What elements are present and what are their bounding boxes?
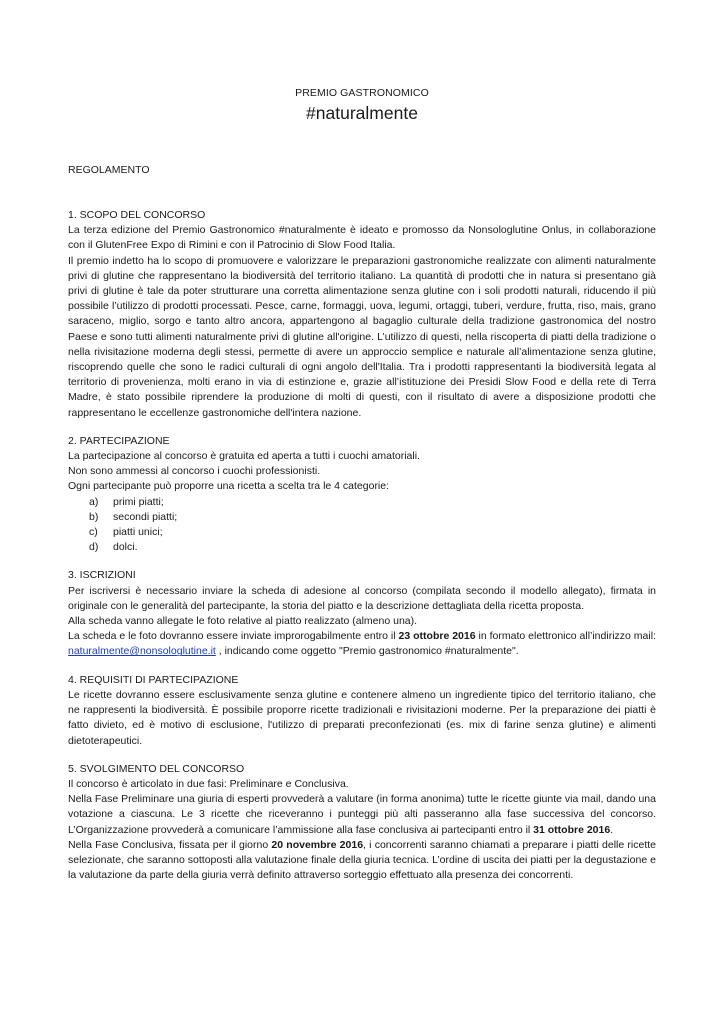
section-heading: 3. ISCRIZIONI — [68, 569, 136, 582]
section-requisiti — [68, 673, 656, 749]
deadline-date: 23 ottobre 2016 — [398, 630, 476, 643]
paragraph — [68, 629, 656, 659]
section-heading: 4. REQUISITI DI PARTECIPAZIONE — [68, 673, 239, 686]
section-svolgimento — [68, 762, 656, 884]
list-marker: a) — [89, 495, 99, 508]
text-run: Nella Fase Preliminare una giuria di esperti provvederà a valutare (in forma anonima) tutte le ricette giunte via mail, dando una votazione a ciascuna. Le 3 ricette che riceveranno i punteggi più alti passeranno alla fase successiva del concorso. L’Organizzazione provvederà a comunicare l’ammissione alla fase conclusiva ai partecipanti entro il — [68, 793, 656, 836]
paragraph: Le ricette dovranno essere esclusivamente senza glutine e contenere almeno un ingrediente tipico del territorio italiano, che ne rappresenti la biodiversità. È possibile proporre ricette tradizionali e rivisitazioni moderne. Per la preparazione dei piatti è fatto divieto, ed è motivo di esclusione, l'utilizzo di preparati preconfezionati (es. mix di farine senza glutine) e alimenti dietoterapeutici. — [68, 688, 656, 747]
text-run: . — [610, 823, 614, 836]
final-date: 20 novembre 2016 — [271, 838, 364, 851]
section-heading: 2. PARTECIPAZIONE — [68, 434, 170, 447]
list-marker: d) — [89, 541, 99, 554]
list-item-label: piatti unici; — [113, 526, 163, 539]
section-heading: 1. SCOPO DEL CONCORSO — [68, 209, 206, 221]
paragraph: Alla scheda vanno allegate le foto relative al piatto realizzato (almeno una). — [68, 615, 418, 628]
paragraph: Il concorso è articolato in due fasi: Preliminare e Conclusiva. — [68, 777, 349, 790]
paragraph: Non sono ammessi al concorso i cuochi professionisti. — [68, 465, 321, 478]
paragraph: Ogni partecipante può proporre una ricetta a scelta tra le 4 categorie: — [68, 480, 390, 493]
section-partecipazione — [68, 434, 656, 556]
category-list — [68, 495, 656, 556]
list-item — [89, 525, 656, 540]
text-run: , i concorrenti saranno chiamati a preparare i piatti delle ricette selezionate, che saranno sottoposti alla valutazione finale della giuria tecnica. L’ordine di uscita dei piatti per la degustazione e la valutazione da parte della giuria verrà definito attraverso sorteggio effettuato alla presenza dei concorrenti. — [68, 838, 657, 882]
paragraph: La partecipazione al concorso è gratuita ed aperta a tutti i cuochi amatoriali. — [68, 450, 420, 463]
list-marker: c) — [89, 526, 98, 539]
paragraph — [68, 792, 656, 838]
text-run: La scheda e le foto dovranno essere inviate improrogabilmente entro il — [68, 630, 399, 643]
list-item — [89, 495, 656, 510]
text-run: Nella Fase Conclusiva, fissata per il giorno — [68, 838, 272, 851]
regolamento-heading: REGOLAMENTO — [68, 164, 150, 176]
paragraph: Il premio indetto ha lo scopo di promuovere e valorizzare le preparazioni gastronomiche realizzate con alimenti naturalmente privi di glutine che rappresentano la biodiversità del territorio italiano. La quantità di prodotti che in natura si presentano già privi di glutine è tale da poter strutturare una corretta alimentazione senza glutine con i soli prodotti naturali, riducendo il più possibile l’utilizzo di prodotti processati. Pesce, carne, formaggi, uova, legumi, ortaggi, tuberi, verdure, frutta, riso, mais, grano saraceno, miglio, sorgo e tanto altro ancora, appartengono al bagaglio culturale della tradizione gastronomica del nostro Paese e sono tutti alimenti naturalmente privi di glutine all'origine. L’utilizzo di questi, nella riscoperta di piatti della tradizione o nella rivisitazione moderna degli stessi, permette di avere un approccio semplice e naturale all’alimentazione senza glutine, riscoprendo quelle che sono le radici culturali di ogni angolo dell'Italia. Tra i prodotti rappresentanti la biodiversità legata al territorio di provenienza, molti erano in via di estinzione e, grazie all’istituzione dei Presidi Slow Food e della rete di Terra Madre, è stato possibile riprendere la produzione di molti di questi, con il risultato di avere a disposizione prodotti che rappresentano le eccellenze gastronomiche dell'intera nazione. — [68, 254, 656, 419]
list-item — [89, 510, 656, 525]
list-item-label: primi piatti; — [113, 495, 164, 508]
list-marker: b) — [89, 510, 99, 523]
document-body — [68, 208, 656, 896]
list-item-label: dolci. — [113, 541, 138, 554]
admission-date: 31 ottobre 2016 — [533, 823, 611, 836]
text-run: in formato elettronico all’indirizzo mail: — [475, 630, 656, 643]
email-link[interactable]: naturalmente@nonsologlutine.it — [68, 645, 216, 658]
section-heading: 5. SVOLGIMENTO DEL CONCORSO — [68, 762, 245, 775]
list-item-label: secondi piatti; — [113, 510, 178, 523]
paragraph — [68, 838, 656, 884]
paragraph: La terza edizione del Premio Gastronomico #naturalmente è ideato e promosso da Nonsologlutine Onlus, in collaborazione con il GlutenFree Expo di Rimini e con il Patrocinio di Slow Food Italia. — [68, 224, 656, 252]
paragraph: Per iscriversi è necessario inviare la scheda di adesione al concorso (compilata secondo il modello allegato), firmata in originale con le generalità del partecipante, la storia del piatto e la descrizione dettagliata della ricetta proposta. — [68, 584, 656, 612]
document-title: #naturalmente — [306, 103, 418, 123]
section-iscrizioni — [68, 568, 656, 659]
section-scopo — [68, 208, 656, 421]
list-item — [89, 540, 656, 555]
text-run: , indicando come oggetto "Premio gastronomico #naturalmente". — [215, 645, 519, 658]
document-subtitle: PREMIO GASTRONOMICO — [295, 87, 429, 99]
